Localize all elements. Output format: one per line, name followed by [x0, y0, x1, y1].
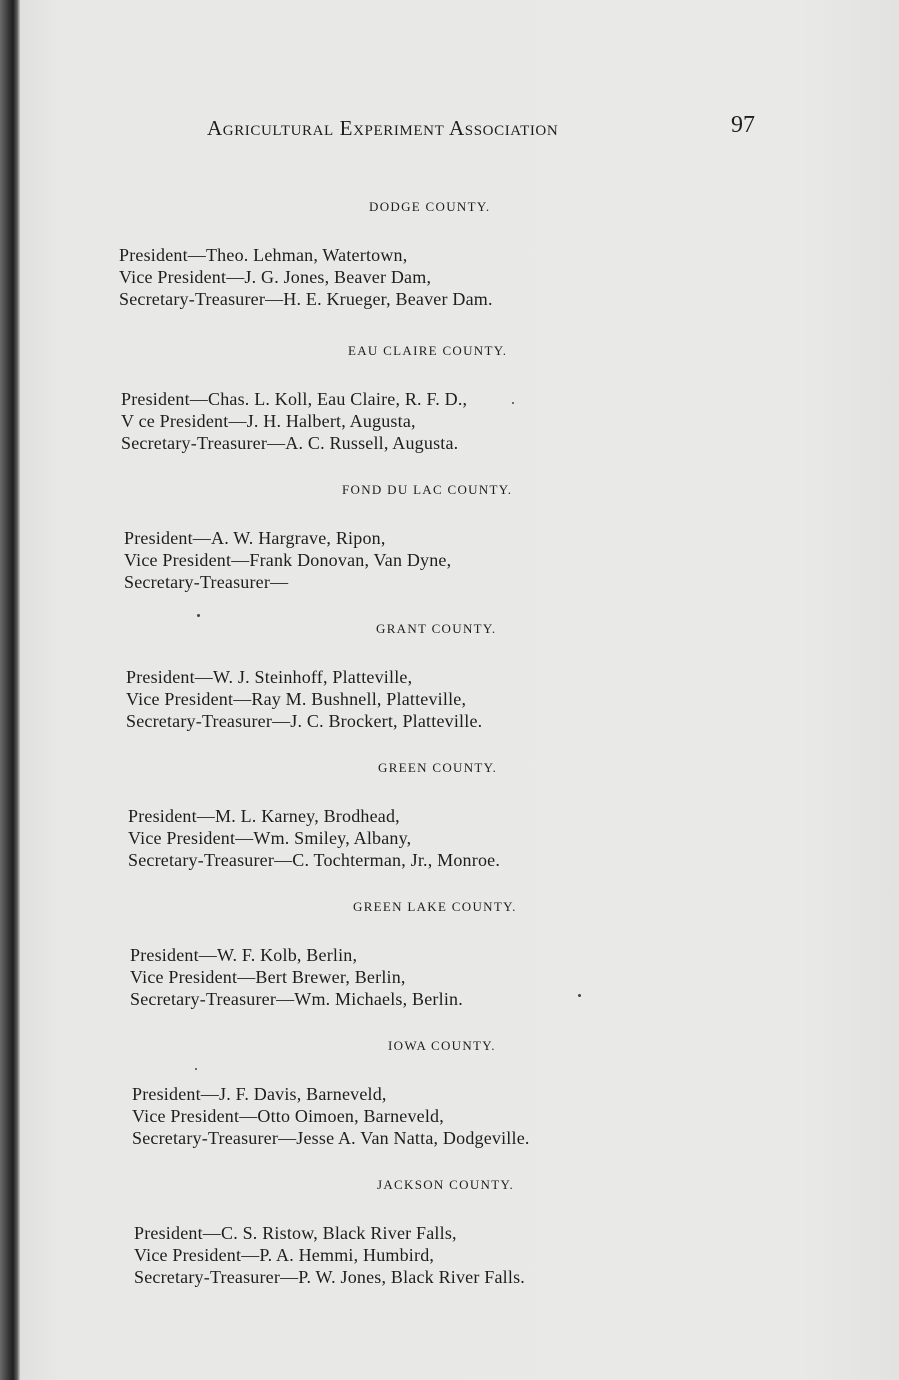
- officer-vice-president: Vice President—Otto Oimoen, Barneveld,: [132, 1106, 444, 1126]
- officer-secretary-treasurer: Secretary-Treasurer—: [124, 572, 289, 592]
- book-spine-shadow: [0, 0, 20, 1380]
- county-section-grant: [126, 620, 686, 732]
- officer-secretary-treasurer: Secretary-Treasurer—Jesse A. Van Natta, Dodgeville.: [132, 1128, 530, 1148]
- officer-secretary-treasurer: Secretary-Treasurer—H. E. Krueger, Beaver Dam.: [119, 289, 493, 309]
- county-section-green-lake: [130, 898, 690, 1010]
- print-speck: [195, 1068, 197, 1070]
- officer-vice-president: Vice President—Frank Donovan, Van Dyne,: [124, 550, 452, 570]
- officer-secretary-treasurer: Secretary-Treasurer—A. C. Russell, Augusta.: [121, 433, 459, 453]
- officer-president: President—W. F. Kolb, Berlin,: [130, 945, 358, 965]
- officer-vice-president: Vice President—Ray M. Bushnell, Platteville,: [126, 689, 467, 709]
- print-speck: [578, 994, 581, 997]
- officer-list: [130, 944, 690, 1010]
- officer-vice-president: Vice President—Wm. Smiley, Albany,: [128, 828, 412, 848]
- county-heading: GREEN LAKE COUNTY.: [353, 899, 517, 914]
- county-section-fond-du-lac: [124, 481, 684, 593]
- officer-vice-president: Vice President—J. G. Jones, Beaver Dam,: [119, 267, 432, 287]
- print-speck: [512, 402, 514, 404]
- county-section-jackson: [134, 1176, 694, 1288]
- officer-secretary-treasurer: Secretary-Treasurer—C. Tochterman, Jr., Monroe.: [128, 850, 501, 870]
- running-header: [207, 112, 767, 142]
- officer-vice-president: Vice President—Bert Brewer, Berlin,: [130, 967, 406, 987]
- officer-secretary-treasurer: Secretary-Treasurer—Wm. Michaels, Berlin.: [130, 989, 463, 1009]
- officer-president: President—J. F. Davis, Barneveld,: [132, 1084, 387, 1104]
- officer-list: [119, 244, 679, 310]
- officer-list: [132, 1083, 692, 1149]
- county-heading: IOWA COUNTY.: [388, 1038, 496, 1053]
- officer-secretary-treasurer: Secretary-Treasurer—P. W. Jones, Black River Falls.: [134, 1267, 525, 1287]
- county-section-eau-claire: [121, 342, 681, 454]
- county-section-iowa: [132, 1037, 692, 1149]
- county-heading: JACKSON COUNTY.: [377, 1177, 515, 1192]
- county-heading: EAU CLAIRE COUNTY.: [348, 343, 508, 358]
- county-heading: FOND DU LAC COUNTY.: [342, 482, 513, 497]
- county-heading: DODGE COUNTY.: [369, 199, 491, 214]
- officer-president: President—A. W. Hargrave, Ripon,: [124, 528, 386, 548]
- officer-list: [124, 527, 684, 593]
- officer-vice-president: V ce President—J. H. Halbert, Augusta,: [121, 411, 416, 431]
- print-speck: [197, 614, 200, 617]
- county-section-dodge: [119, 198, 679, 310]
- officer-president: President—W. J. Steinhoff, Platteville,: [126, 667, 413, 687]
- officer-president: President—M. L. Karney, Brodhead,: [128, 806, 400, 826]
- page-number: 97: [731, 112, 755, 138]
- officer-president: President—C. S. Ristow, Black River Falls,: [134, 1223, 457, 1243]
- officer-president: President—Theo. Lehman, Watertown,: [119, 245, 408, 265]
- officer-president: President—Chas. L. Koll, Eau Claire, R. F. D.,: [121, 389, 468, 409]
- county-heading: GREEN COUNTY.: [378, 760, 498, 775]
- officer-vice-president: Vice President—P. A. Hemmi, Humbird,: [134, 1245, 435, 1265]
- officer-list: [134, 1222, 694, 1288]
- county-heading: GRANT COUNTY.: [376, 621, 497, 636]
- running-title: Agricultural Experiment Association: [207, 116, 559, 140]
- county-section-green: [128, 759, 688, 871]
- officer-list: [128, 805, 688, 871]
- officer-secretary-treasurer: Secretary-Treasurer—J. C. Brockert, Platteville.: [126, 711, 483, 731]
- officer-list: [126, 666, 686, 732]
- officer-list: [121, 388, 681, 454]
